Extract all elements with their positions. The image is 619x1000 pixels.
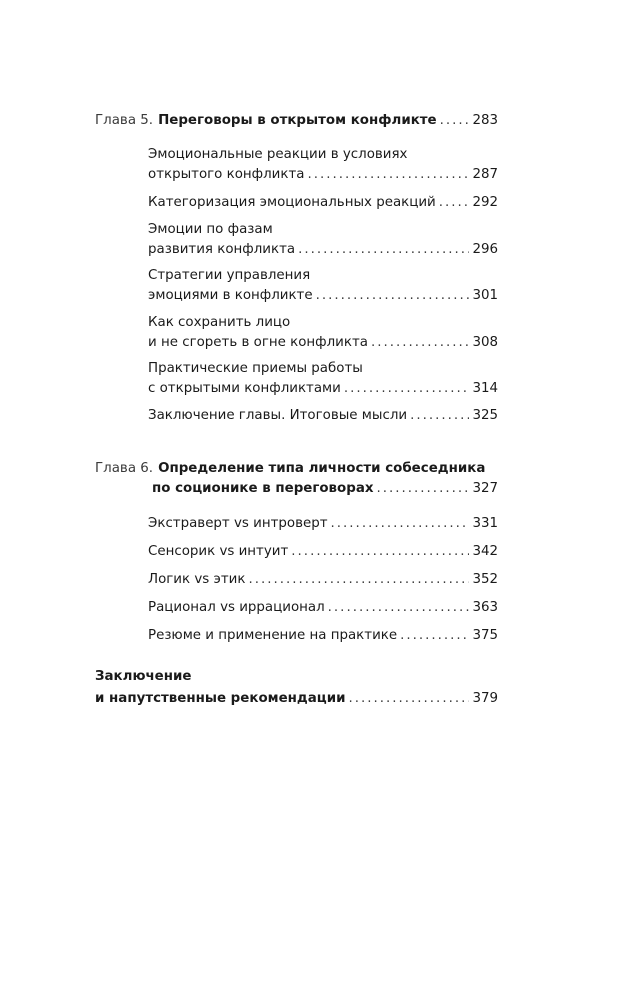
- leader-dots: [344, 378, 470, 400]
- chapter-6-heading: [152, 478, 498, 500]
- toc-entry-page: 296: [472, 242, 498, 257]
- toc-entry-page: 331: [472, 516, 498, 531]
- conclusion-title: Заключение: [95, 669, 192, 684]
- toc-entry: [148, 378, 498, 400]
- chapter-5-title: Переговоры в открытом конфликте: [158, 113, 437, 128]
- toc-entry: [148, 513, 498, 535]
- toc-entry-title: Заключение главы. Итоговые мысли: [148, 408, 408, 423]
- toc-entry: [148, 164, 498, 186]
- toc-entry-title: Резюме и применение на практике: [148, 628, 398, 643]
- leader-dots: [328, 597, 470, 619]
- toc-entry-title: Эмоциональные реакции в условиях: [148, 147, 408, 162]
- toc-entry-line: [148, 312, 498, 334]
- toc-entry-title: с открытыми конфликтами: [148, 381, 341, 396]
- leader-dots: [440, 110, 470, 132]
- toc-entry-line: [148, 144, 498, 166]
- toc-entry-page: 301: [472, 288, 498, 303]
- toc-entry-page: 292: [472, 195, 498, 210]
- leader-dots: [316, 285, 470, 307]
- conclusion-page: 379: [472, 691, 498, 706]
- chapter-5-label: Глава 5.: [95, 113, 154, 128]
- toc-entry-page: 314: [472, 381, 498, 396]
- toc-entry: [148, 541, 498, 563]
- toc-entry-line: [148, 358, 498, 380]
- leader-dots: [307, 164, 469, 186]
- chapter-6-label: Глава 6.: [95, 461, 154, 476]
- toc-entry-page: 375: [472, 628, 498, 643]
- toc-entry: [148, 192, 498, 214]
- toc-entry-title: Стратегии управления: [148, 268, 311, 283]
- chapter-5-heading: [95, 110, 498, 132]
- toc-entry-page: 287: [472, 167, 498, 182]
- chapter-5-page: 283: [472, 113, 498, 128]
- toc-entry-page: 363: [472, 600, 498, 615]
- toc-entry-page: 325: [472, 408, 498, 423]
- chapter-6-title: по соционике в переговорах: [152, 481, 374, 496]
- leader-dots: [410, 405, 469, 427]
- toc-entry: [148, 239, 498, 261]
- leader-dots: [371, 332, 469, 354]
- leader-dots: [348, 688, 469, 710]
- toc-entry-title: Сенсорик vs интуит: [148, 544, 289, 559]
- chapter-6-heading-line: [95, 458, 498, 480]
- toc-entry: [148, 285, 498, 307]
- toc-entry-title: Как сохранить лицо: [148, 315, 291, 330]
- conclusion-heading: [95, 688, 498, 710]
- conclusion-heading-line: [95, 666, 498, 688]
- leader-dots: [298, 239, 469, 261]
- toc-entry-page: 352: [472, 572, 498, 587]
- toc-entry: [148, 569, 498, 591]
- leader-dots: [331, 513, 470, 535]
- toc-entry-title: и не сгореть в огне конфликта: [148, 335, 368, 350]
- leader-dots: [377, 478, 470, 500]
- toc-entry: [148, 405, 498, 427]
- leader-dots: [248, 569, 469, 591]
- toc-entry-page: 342: [472, 544, 498, 559]
- toc-entry-title: эмоциями в конфликте: [148, 288, 313, 303]
- toc-entry-title: Категоризация эмоциональных реакций: [148, 195, 436, 210]
- chapter-6-page: 327: [472, 481, 498, 496]
- toc-entry-title: Эмоции по фазам: [148, 222, 273, 237]
- toc-entry: [148, 332, 498, 354]
- leader-dots: [439, 192, 470, 214]
- toc-entry-title: Экстраверт vs интроверт: [148, 516, 328, 531]
- toc-entry: [148, 625, 498, 647]
- leader-dots: [400, 625, 469, 647]
- toc-entry-line: [148, 219, 498, 241]
- conclusion-title: и напутственные рекомендации: [95, 691, 346, 706]
- toc-entry-title: Практические приемы работы: [148, 361, 363, 376]
- toc-entry-page: 308: [472, 335, 498, 350]
- toc-entry-title: открытого конфликта: [148, 167, 305, 182]
- toc-entry-line: [148, 265, 498, 287]
- toc-entry-title: Рационал vs иррационал: [148, 600, 325, 615]
- toc-entry-title: развития конфликта: [148, 242, 296, 257]
- toc-entry-title: Логик vs этик: [148, 572, 246, 587]
- chapter-6-title: Определение типа личности собеседника: [158, 461, 486, 476]
- leader-dots: [291, 541, 469, 563]
- toc-entry: [148, 597, 498, 619]
